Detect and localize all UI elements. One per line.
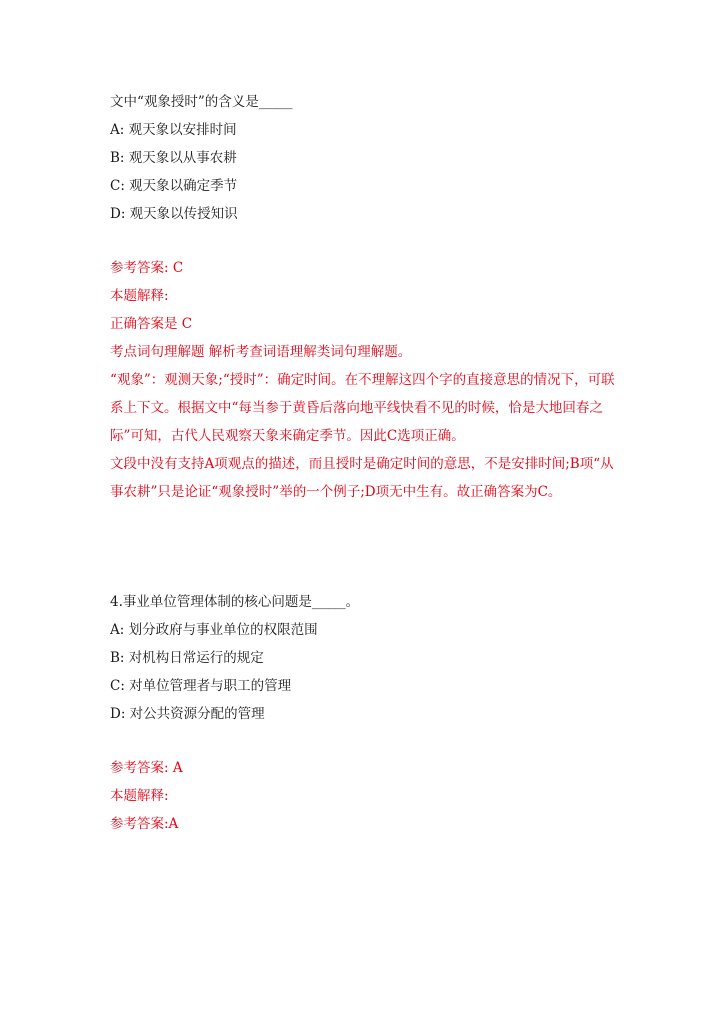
question-3-option-a: A: 观天象以安排时间 (110, 122, 237, 138)
question-4-answer-ref-2: 参考答案:A (110, 816, 179, 832)
question-4-stem: 4.事业单位管理体制的核心问题是_____。 (110, 594, 360, 610)
question-3-explanation-para-2: 文段中没有支持A项观点的描述，而且授时是确定时间的意思，不是安排时间;B项“从事农耕”只是论证“观象授时”举的一个例子;D项无中生有。故正确答案为C。 (110, 456, 614, 500)
question-3-kaodian: 考点词句理解题 解析考查词语理解类词句理解题。 (110, 344, 412, 360)
question-3-stem: 文中“观象授时”的含义是_____ (110, 94, 293, 110)
question-3-option-c: C: 观天象以确定季节 (110, 178, 238, 194)
question-4-option-c: C: 对单位管理者与职工的管理 (110, 678, 292, 694)
question-4-option-a: A: 划分政府与事业单位的权限范围 (110, 622, 318, 638)
spacer (110, 228, 615, 254)
question-3-explanation-label: 本题解释: (110, 288, 169, 304)
question-4-answer-ref: 参考答案: A (110, 760, 183, 776)
spacer (110, 506, 615, 588)
question-3-option-b: B: 观天象以从事农耕 (110, 150, 237, 166)
document-page (110, 88, 615, 838)
question-3-explanation-para-1: “观象”：观测天象;“授时”：确定时间。在不理解这四个字的直接意思的情况下，可联系上下文。根据文中“每当参于黄昏后落向地平线快看不见的时候，恰是大地回春之际”可知，古代人民观察天象来确定季节。因此C选项正确。 (110, 372, 615, 444)
question-4-option-b: B: 对机构日常运行的规定 (110, 650, 264, 666)
spacer (110, 728, 615, 754)
question-3-correct-answer: 正确答案是 C (110, 316, 193, 332)
question-3-option-d: D: 观天象以传授知识 (110, 206, 238, 222)
question-3-answer-ref: 参考答案: C (110, 260, 184, 276)
question-4-explanation-label: 本题解释: (110, 788, 169, 804)
question-4-option-d: D: 对公共资源分配的管理 (110, 706, 265, 722)
